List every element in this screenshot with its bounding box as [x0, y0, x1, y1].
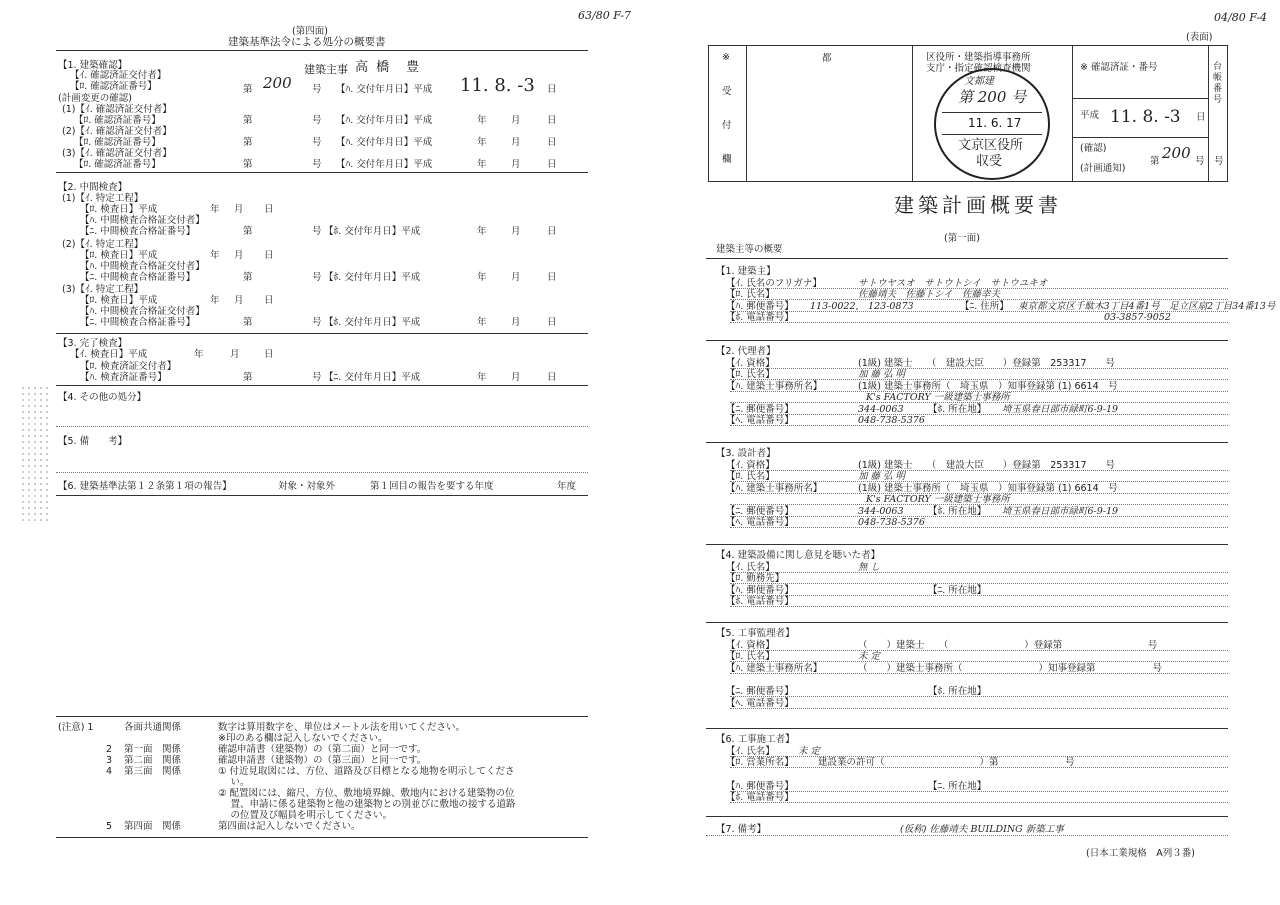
s3-number: 【ﾊ. 検査済証番号】 — [80, 372, 167, 383]
s2-insp-date: 【ﾛ. 検査日】平成 — [80, 250, 158, 261]
s2-cert-year: 年 — [477, 226, 487, 237]
divider — [56, 172, 588, 173]
note-key: 第二面 関係 — [124, 755, 182, 766]
s2-cert-day: 日 — [547, 272, 557, 283]
s3-month: 月 — [230, 349, 240, 360]
s3-go: 号 — [312, 372, 322, 383]
s2-insp-date: 【ﾛ. 検査日】平成 — [80, 204, 158, 215]
change-day: 日 — [547, 137, 557, 148]
omote-label: (表面) — [1186, 32, 1213, 43]
note-number: 5 — [106, 821, 113, 832]
stamp-top: 文都建 — [964, 76, 994, 87]
note-number: 3 — [106, 755, 113, 766]
s2-cert-by: 【ﾊ. 中間検査合格証交付者】 — [80, 306, 205, 317]
c2-number: 【ﾛ. 確認済証番号】 — [74, 137, 161, 148]
s2-dai: 第 — [243, 317, 253, 328]
s3-issuer: 【ﾛ. 検査済証交付者】 — [80, 361, 177, 372]
s5-post-label: 【ﾆ. 郵便番号】 — [726, 686, 794, 697]
kakunin-label: ※ 確認済証・番号 — [1080, 62, 1158, 73]
c3-number: 【ﾛ. 確認済証番号】 — [74, 159, 161, 170]
note-key: 第一面 関係 — [124, 744, 182, 755]
s3-issue-year: 年 — [477, 372, 487, 383]
note-text: い。 — [218, 777, 250, 788]
s2-tel-label: 【ﾍ. 電話番号】 — [726, 415, 794, 426]
change-date-label: 【ﾊ. 交付年月日】平成 — [336, 159, 433, 170]
s2-cert-date: 【ﾎ. 交付年月日】平成 — [324, 317, 421, 328]
s3-tel-label: 【ﾍ. 電話番号】 — [726, 517, 794, 528]
s6-nendo: 年度 — [557, 481, 577, 492]
s2-day: 日 — [264, 204, 274, 215]
s3-issue-day: 日 — [547, 372, 557, 383]
field-underline — [730, 650, 1228, 651]
field-underline — [730, 414, 1228, 415]
note-text: 第四面は記入しないでください。 — [218, 821, 361, 832]
s1-post-value: 113-0022, 123-0873 — [810, 300, 914, 312]
change-go: 号 — [312, 159, 322, 170]
right-page — [640, 0, 1280, 905]
s4-name-label: 【ｲ. 氏名】 — [726, 561, 775, 573]
s2-cert-date: 【ﾎ. 交付年月日】平成 — [324, 226, 421, 237]
s2-cert-year: 年 — [477, 272, 487, 283]
s1-owner-name: 高 橋 豊 — [355, 60, 422, 75]
s6-report: 【6. 建築基準法第１２条第１項の報告】 — [58, 481, 232, 492]
s3-post-label: 【ﾆ. 郵便番号】 — [726, 505, 794, 517]
s5-office-label: 【ﾊ. 建築士事務所名】 — [726, 662, 823, 674]
s2-shikaku-value: (1級) 建築士 （ 建設大臣 ）登録第 253317 号 — [858, 357, 1115, 369]
change-go: 号 — [312, 115, 322, 126]
s3-addr-label: 【ﾎ. 所在地】 — [928, 505, 987, 517]
s5-office-value: （ ）建築士事務所（ ）知事登録第 号 — [858, 662, 1163, 674]
s4-post-label: 【ﾊ. 郵便番号】 — [726, 584, 794, 596]
s1-change: (計画変更の確認) — [58, 93, 132, 104]
change-date-label: 【ﾊ. 交付年月日】平成 — [336, 115, 433, 126]
s2-post-label: 【ﾆ. 郵便番号】 — [726, 403, 794, 415]
s2-month: 月 — [234, 295, 244, 306]
s3-issue-date: 【ﾆ. 交付年月日】平成 — [324, 372, 421, 383]
recv-date: 11. 8. -3 — [1110, 107, 1181, 127]
s3-dai: 第 — [243, 372, 253, 383]
daicho-go: 号 — [1214, 156, 1224, 167]
field-underline — [730, 527, 1228, 528]
s5-title: 【5. 備 考】 — [58, 436, 128, 447]
s7-value: (仮称) 佐藤靖夫 BUILDING 新築工事 — [900, 824, 1064, 835]
divider — [706, 816, 1228, 817]
s5-name-value: 未 定 — [858, 651, 881, 662]
recv-go: 号 — [1195, 156, 1205, 167]
s2-year: 年 — [210, 204, 220, 215]
field-underline — [706, 835, 1228, 836]
note-text: 確認申請書（建築物）の（第二面）と同一です。 — [218, 744, 427, 755]
page-heading: 建築基準法令による処分の概要書 — [228, 36, 386, 48]
divider — [706, 442, 1228, 443]
s1-post-label: 【ﾊ. 郵便番号】 — [726, 300, 794, 312]
recv-kakunin: (確認) — [1080, 143, 1107, 154]
recv-char-2: 付 — [722, 120, 732, 131]
office-2: 支庁・指定確認検査機関 — [926, 63, 1031, 74]
change-year: 年 — [477, 137, 487, 148]
s3-shikaku-label: 【ｲ. 資格】 — [726, 459, 775, 471]
note-text: 確認申請書（建築物）の（第三面）と同一です。 — [218, 755, 427, 766]
receipt-stamp — [934, 68, 1050, 180]
s1-name-label: 【ﾛ. 氏名】 — [726, 289, 775, 300]
note-number: 2 — [106, 744, 113, 755]
s4-tel-label: 【ﾎ. 電話番号】 — [726, 596, 794, 607]
s1-go: 号 — [312, 84, 322, 95]
s2-cert-month: 月 — [511, 272, 521, 283]
s2-cert-day: 日 — [547, 226, 557, 237]
divider — [56, 385, 588, 386]
s2-cert-by: 【ﾊ. 中間検査合格証交付者】 — [80, 215, 205, 226]
divider — [706, 728, 1228, 729]
s1-day: 日 — [547, 84, 557, 95]
divider — [706, 340, 1228, 341]
s5-title: 【5. 工事監理者】 — [716, 628, 795, 639]
s2-cert-month: 月 — [511, 317, 521, 328]
field-underline — [730, 516, 1228, 517]
change-dai: 第 — [243, 115, 253, 126]
field-underline — [730, 470, 1228, 471]
s1-furi-label: 【ｲ. 氏名のフリガナ】 — [726, 277, 822, 289]
change-year: 年 — [477, 115, 487, 126]
s2-insp-date: 【ﾛ. 検査日】平成 — [80, 295, 158, 306]
recv-mark: ※ — [722, 52, 730, 63]
s2-post-value: 344-0063 — [858, 403, 904, 415]
note-text: ① 付近見取図には、方位、道路及び目標となる地物を明示してくださ — [218, 766, 515, 777]
s2-cert-month: 月 — [511, 226, 521, 237]
s2-dai: 第 — [243, 272, 253, 283]
recv-char-1: 受 — [722, 86, 732, 97]
change-dai: 第 — [243, 159, 253, 170]
note-text: 置、申請に係る建築物と他の建築物との別並びに敷地の接する道路 — [218, 799, 516, 810]
s2-addr-value: 埼玉県春日部市緑町6-9-19 — [1002, 403, 1119, 415]
office-1: 区役所・建築指導事務所 — [926, 52, 1031, 63]
c2-issuer: (2)【ｲ. 確認済証交付者】 — [62, 126, 172, 137]
divider — [56, 472, 588, 473]
change-date-label: 【ﾊ. 交付年月日】平成 — [336, 137, 433, 148]
s2-process: (2)【ｲ. 特定工程】 — [62, 239, 144, 250]
s3-post-value: 344-0063 — [858, 505, 904, 517]
s3-shikaku-value: (1級) 建築士 （ 建設大臣 ）登録第 253317 号 — [858, 459, 1115, 471]
s2-addr-label: 【ﾎ. 所在地】 — [928, 403, 987, 415]
s1-date-value: 11. 8. -3 — [460, 75, 535, 96]
s5-shikaku-value: （ ）建築士 （ ）登録第 号 — [858, 639, 1158, 651]
s2-name-value: 加 藤 弘 明 — [858, 369, 906, 380]
recv-dai: 第 — [1150, 156, 1160, 167]
s1-title: 【1. 建築確認】 — [58, 60, 128, 71]
divider — [56, 716, 588, 717]
s6-biz-label: 【ﾛ. 営業所名】 — [726, 757, 794, 768]
s2-cert-day: 日 — [547, 317, 557, 328]
s2-name-label: 【ﾛ. 氏名】 — [726, 369, 775, 380]
s2-office-name: K's FACTORY 一級建築士事務所 — [866, 392, 1010, 403]
s1-addr-value: 東京都文京区千駄木3丁目4番1号 足立区扇2丁目34番13号 — [1018, 300, 1276, 312]
daicho-label: 台帳番号 — [1213, 62, 1223, 105]
change-year: 年 — [477, 159, 487, 170]
s1-issuer-label: 【ｲ. 確認済証交付者】 — [70, 70, 167, 81]
divider — [706, 258, 1228, 259]
s6-biz-value: 建設業の許可（ ）第 号 — [818, 757, 1075, 768]
note-key: 各面共通関係 — [124, 722, 182, 733]
s2-office-label: 【ﾊ. 建築士事務所名】 — [726, 380, 823, 392]
s6-post-label: 【ﾊ. 郵便番号】 — [726, 780, 794, 792]
note-key: 第三面 関係 — [124, 766, 182, 777]
s1-tel-value: 03-3857-9052 — [1104, 312, 1171, 323]
s2-title: 【2. 中間検査】 — [58, 182, 128, 193]
s3-tel-value: 048-738-5376 — [858, 517, 925, 528]
stamp-received: 収受 — [976, 154, 1003, 169]
s7-title: 【7. 備考】 — [716, 824, 767, 835]
s6-tel-label: 【ﾎ. 電話番号】 — [726, 792, 794, 803]
stamp-number: 第 200 号 — [958, 88, 1027, 106]
s3-issue-month: 月 — [511, 372, 521, 383]
divider — [56, 426, 588, 427]
s2-month: 月 — [234, 204, 244, 215]
recv-hi: 日 — [1196, 112, 1206, 123]
s2-go: 号 — [312, 272, 322, 283]
s1-date-label: 【ﾊ. 交付年月日】平成 — [336, 84, 433, 95]
s4-name-value: 無 し — [858, 561, 881, 573]
field-underline — [730, 425, 1228, 426]
c1-issuer: (1)【ｲ. 確認済証交付者】 — [62, 104, 172, 115]
field-underline — [730, 673, 1228, 674]
s5-tel-label: 【ﾍ. 電話番号】 — [726, 697, 794, 709]
s3-name-value: 加 藤 弘 明 — [858, 471, 906, 482]
s3-date: 【ｲ. 検査日】平成 — [70, 349, 148, 360]
s2-year: 年 — [210, 250, 220, 261]
change-month: 月 — [511, 115, 521, 126]
change-month: 月 — [511, 159, 521, 170]
note-text: 数字は算用数字を、単位はメートル法を用いてください。 — [218, 722, 466, 733]
note-number: 4 — [106, 766, 113, 777]
s6-name-value: 未 定 — [798, 745, 821, 757]
s5-addr-label: 【ﾎ. 所在地】 — [928, 686, 987, 697]
s1-number-label: 【ﾛ. 確認済証番号】 — [70, 81, 157, 92]
field-underline — [730, 322, 1228, 323]
s2-go: 号 — [312, 317, 322, 328]
footer: (日本工業規格 A列３番) — [1086, 848, 1195, 859]
s1-title: 【1. 建築主】 — [716, 266, 776, 277]
note-text: の位置及び幅員を明示してください。 — [218, 810, 393, 821]
field-underline — [730, 696, 1228, 697]
change-day: 日 — [547, 115, 557, 126]
s6-name-label: 【ｲ. 氏名】 — [726, 745, 775, 757]
recv-number: 200 — [1162, 144, 1191, 162]
s2-cert-date: 【ﾎ. 交付年月日】平成 — [324, 272, 421, 283]
recv-to: 都 — [822, 53, 832, 64]
s2-cert-no: 【ﾆ. 中間検査合格証番号】 — [80, 226, 196, 237]
s2-go: 号 — [312, 226, 322, 237]
corner-note: 04/80 F-4 — [1214, 11, 1268, 24]
c3-issuer: (3)【ｲ. 確認済証交付者】 — [62, 148, 172, 159]
divider — [706, 622, 1228, 623]
s6-year-label: 第１回目の報告を要する年度 — [370, 481, 494, 492]
s3-day: 日 — [264, 349, 274, 360]
s2-day: 日 — [264, 295, 274, 306]
s2-shikaku-label: 【ｲ. 資格】 — [726, 357, 775, 369]
s3-office-label: 【ﾊ. 建築士事務所名】 — [726, 482, 823, 494]
s2-cert-by: 【ﾊ. 中間検査合格証交付者】 — [80, 261, 205, 272]
note-key: 第四面 関係 — [124, 821, 182, 832]
s4-work-label: 【ﾛ. 勤務先】 — [726, 573, 785, 584]
form-title: 建築計画概要書 — [894, 193, 1062, 217]
recv-char-3: 欄 — [722, 154, 732, 165]
lead: 建築主等の概要 — [716, 244, 783, 255]
field-underline — [730, 791, 1228, 792]
field-underline — [730, 606, 1228, 607]
s1-owner-label: 建築主事 — [304, 63, 348, 76]
s6-title: 【6. 工事施工者】 — [716, 734, 795, 745]
s2-cert-year: 年 — [477, 317, 487, 328]
stamp-date: 11. 6. 17 — [968, 116, 1022, 130]
s1-furi-value: サトウヤスオ サトウトシイ サトウユキオ — [858, 277, 1048, 289]
s1-name-value: 佐藤靖夫 佐藤トシイ 佐藤幸夫 — [858, 289, 1001, 300]
s2-cert-no: 【ﾆ. 中間検査合格証番号】 — [80, 272, 196, 283]
s3-year: 年 — [194, 349, 204, 360]
s3-addr-value: 埼玉県春日部市緑町6-9-19 — [1002, 505, 1119, 517]
field-underline — [730, 572, 1228, 573]
divider — [56, 50, 588, 51]
s3-title: 【3. 完了検査】 — [58, 338, 128, 349]
s2-process: (3)【ｲ. 特定工程】 — [62, 284, 144, 295]
stamp-office: 文京区役所 — [958, 138, 1024, 153]
s3-title: 【3. 設計者】 — [716, 448, 776, 459]
s2-dai: 第 — [243, 226, 253, 237]
divider — [56, 495, 588, 496]
note-text: ※印のある欄は記入しないでください。 — [218, 733, 388, 744]
field-underline — [730, 802, 1228, 803]
divider — [56, 333, 588, 334]
s1-number-value: 200 — [263, 74, 292, 92]
s3-name-label: 【ﾛ. 氏名】 — [726, 471, 775, 482]
field-underline — [730, 368, 1228, 369]
s2-office-value: (1級) 建築士事務所（ 埼玉県 ）知事登録第 (1) 6614 号 — [858, 380, 1118, 392]
note-text: ② 配置図には、縮尺、方位、敷地境界線、敷地内における建築物の位 — [218, 788, 515, 799]
s4-title: 【4. その他の処分】 — [58, 392, 147, 403]
s1-addr-label: 【ﾆ. 住所】 — [960, 300, 1009, 312]
s2-day: 日 — [264, 250, 274, 261]
s1-dai: 第 — [243, 84, 253, 95]
s2-cert-no: 【ﾆ. 中間検査合格証番号】 — [80, 317, 196, 328]
change-day: 日 — [547, 159, 557, 170]
s5-shikaku-label: 【ｲ. 資格】 — [726, 639, 775, 651]
s6-addr-label: 【ﾆ. 所在地】 — [928, 780, 987, 792]
form-subtitle: (第一面) — [944, 233, 980, 244]
s4-addr-label: 【ﾆ. 所在地】 — [928, 584, 987, 596]
recv-keikaku: (計画通知) — [1080, 163, 1126, 174]
punch-holes — [20, 385, 50, 525]
s2-year: 年 — [210, 295, 220, 306]
section-number: (第四面) — [292, 26, 328, 37]
s2-process: (1)【ｲ. 特定工程】 — [62, 193, 144, 204]
divider — [706, 544, 1228, 545]
s1-tel-label: 【ﾎ. 電話番号】 — [726, 312, 794, 323]
s6-scope: 対象・対象外 — [278, 481, 336, 492]
field-underline — [730, 767, 1228, 768]
s3-office-name: K's FACTORY 一級建築士事務所 — [866, 494, 1010, 505]
corner-note: 63/80 F-7 — [578, 9, 632, 22]
s2-month: 月 — [234, 250, 244, 261]
s2-tel-value: 048-738-5376 — [858, 415, 925, 426]
s4-title: 【4. 建築設備に関し意見を聴いた者】 — [716, 550, 881, 561]
s2-title: 【2. 代理者】 — [716, 346, 776, 357]
divider — [56, 837, 588, 838]
s5-name-label: 【ﾛ. 氏名】 — [726, 651, 775, 662]
field-underline — [730, 708, 1228, 709]
heisei: 平成 — [1080, 110, 1100, 121]
change-month: 月 — [511, 137, 521, 148]
change-dai: 第 — [243, 137, 253, 148]
change-go: 号 — [312, 137, 322, 148]
field-underline — [730, 595, 1228, 596]
note-number: (注意) 1 — [58, 722, 94, 733]
c1-number: 【ﾛ. 確認済証番号】 — [74, 115, 161, 126]
s3-office-value: (1級) 建築士事務所（ 埼玉県 ）知事登録第 (1) 6614 号 — [858, 482, 1118, 494]
